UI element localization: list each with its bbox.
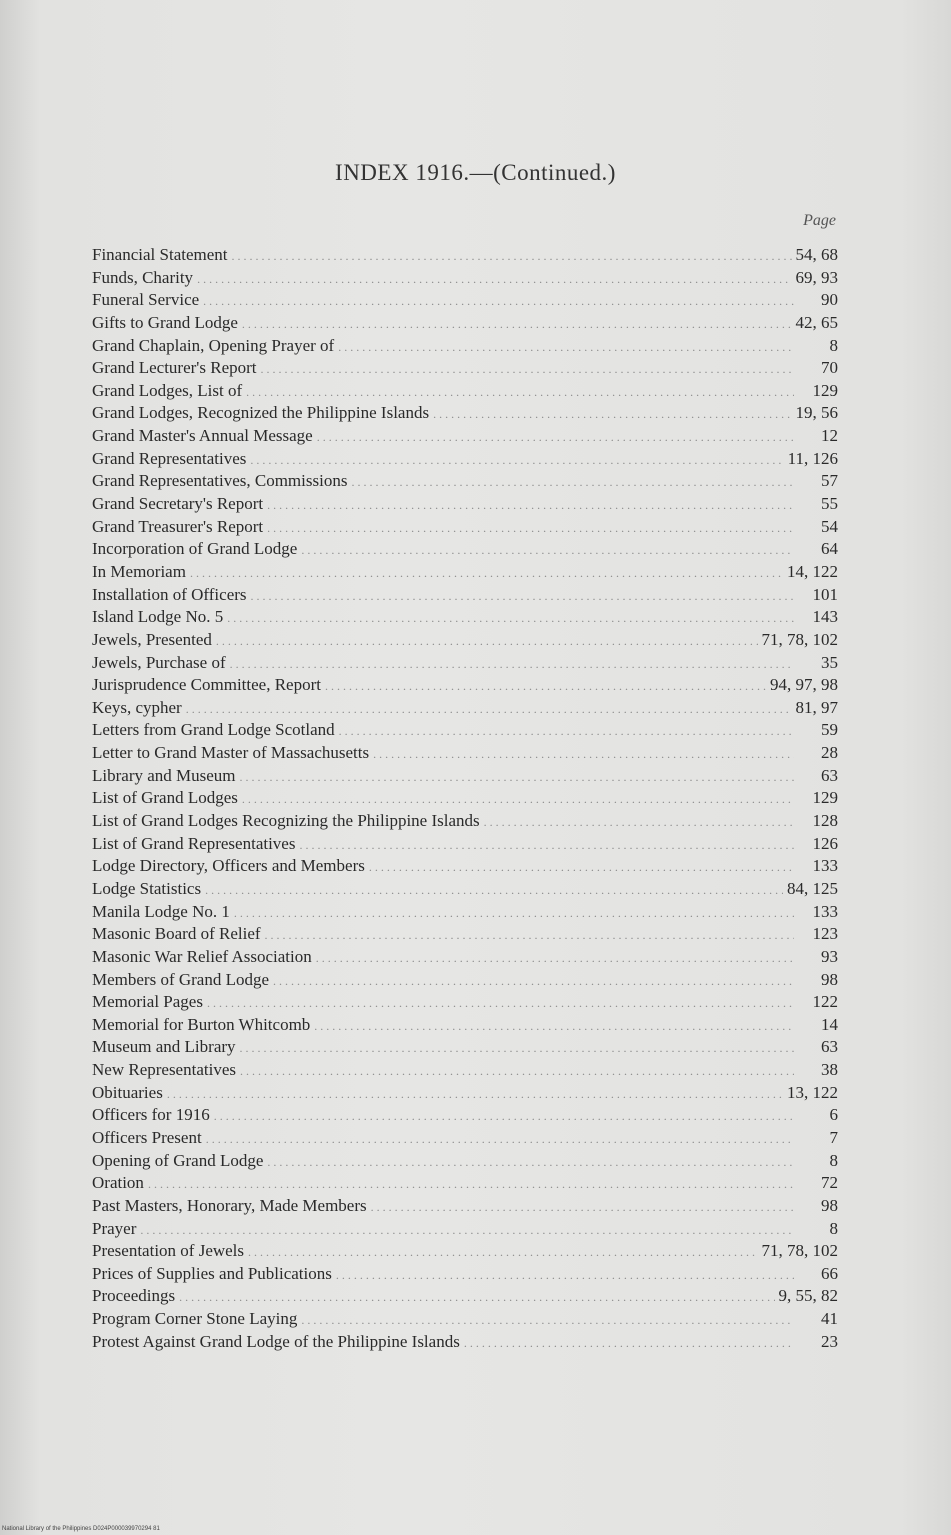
dot-leader <box>267 1151 794 1174</box>
dot-leader <box>273 970 794 993</box>
index-entry-label: Officers Present <box>92 1127 202 1147</box>
dot-leader <box>205 879 783 902</box>
index-entry-pages: 84, 125 <box>787 878 838 898</box>
index-entry <box>92 1082 838 1105</box>
index-entry <box>92 1150 838 1173</box>
index-entry-label: Prayer <box>92 1218 137 1238</box>
index-entry-pages: 93 <box>821 946 838 966</box>
index-entry-pages: 126 <box>812 833 838 853</box>
index-entry <box>92 1036 838 1059</box>
index-entry <box>92 1127 838 1150</box>
index-entry-pages: 57 <box>821 471 838 491</box>
index-entry <box>92 765 838 788</box>
dot-leader <box>167 1083 783 1106</box>
index-entry-label: Funds, Charity <box>92 267 194 287</box>
index-entry-label: New Representatives <box>92 1060 236 1080</box>
index-entry-pages: 59 <box>821 720 838 740</box>
index-entry-pages: 28 <box>821 743 838 763</box>
index-entry-label: Protest Against Grand Lodge of the Philippine Islands <box>92 1331 460 1351</box>
index-entry-label: Grand Master's Annual Message <box>92 426 313 446</box>
index-entry-label: Grand Chaplain, Opening Prayer of <box>92 335 335 355</box>
dot-leader <box>314 1015 794 1038</box>
index-entry <box>92 1104 838 1127</box>
index-entry-pages: 129 <box>812 788 838 808</box>
index-entry-label: Museum and Library <box>92 1037 236 1057</box>
index-entry-label: Jewels, Presented <box>92 629 212 649</box>
index-entry-label: Letter to Grand Master of Massachusetts <box>92 743 370 763</box>
index-entry-label: List of Grand Lodges <box>92 788 238 808</box>
index-entry-pages: 81, 97 <box>795 697 838 717</box>
index-entry-label: Program Corner Stone Laying <box>92 1309 298 1329</box>
index-entry-pages: 94, 97, 98 <box>770 675 838 695</box>
index-entry <box>92 878 838 901</box>
index-entry-pages: 63 <box>821 1037 838 1057</box>
index-entry-label: Proceedings <box>92 1286 176 1306</box>
index-entry <box>92 1014 838 1037</box>
index-entry-pages: 101 <box>812 584 838 604</box>
index-entry <box>92 516 838 539</box>
index-entry-pages: 54 <box>821 516 838 536</box>
index-entry-label: Lodge Directory, Officers and Members <box>92 856 365 876</box>
index-entry <box>92 787 838 810</box>
index-entry <box>92 425 838 448</box>
index-entry-label: Keys, cypher <box>92 697 182 717</box>
index-entry-pages: 63 <box>821 765 838 785</box>
index-entry-pages: 143 <box>812 607 838 627</box>
index-entry <box>92 380 838 403</box>
dot-leader <box>179 1286 774 1309</box>
index-entry-pages: 128 <box>812 811 838 831</box>
index-entry-pages: 9, 55, 82 <box>778 1286 838 1306</box>
dot-leader <box>246 381 794 404</box>
dot-leader <box>339 720 794 743</box>
index-entry-label: Grand Lodges, List of <box>92 380 243 400</box>
index-entry <box>92 267 838 290</box>
dot-leader <box>206 1128 794 1151</box>
index-entry <box>92 357 838 380</box>
dot-leader <box>148 1173 794 1196</box>
index-entry <box>92 901 838 924</box>
index-entry <box>92 312 838 335</box>
dot-leader <box>232 245 792 268</box>
index-entry-pages: 8 <box>829 335 838 355</box>
index-entry-pages: 98 <box>821 969 838 989</box>
dot-leader <box>240 766 794 789</box>
index-entry <box>92 991 838 1014</box>
index-entry-pages: 42, 65 <box>795 312 838 332</box>
dot-leader <box>371 1196 794 1219</box>
dot-leader <box>251 585 794 608</box>
index-entry-label: Memorial for Burton Whitcomb <box>92 1014 311 1034</box>
dot-leader <box>325 675 766 698</box>
index-entry <box>92 584 838 607</box>
index-entry-pages: 72 <box>821 1173 838 1193</box>
index-entry-label: Letters from Grand Lodge Scotland <box>92 720 335 740</box>
index-entry-pages: 7 <box>829 1127 838 1147</box>
index-entry <box>92 244 838 267</box>
index-entry-pages: 64 <box>821 539 838 559</box>
index-entry-pages: 38 <box>821 1060 838 1080</box>
dot-leader <box>227 607 794 630</box>
index-entry <box>92 1195 838 1218</box>
index-entry <box>92 448 838 471</box>
index-entry-pages: 90 <box>821 290 838 310</box>
index-entry-pages: 35 <box>821 652 838 672</box>
index-entry-pages: 14 <box>821 1014 838 1034</box>
index-entry <box>92 538 838 561</box>
index-entry-pages: 8 <box>829 1150 838 1170</box>
index-entry-pages: 12 <box>821 426 838 446</box>
index-entry <box>92 470 838 493</box>
index-entry-label: Grand Secretary's Report <box>92 494 264 514</box>
index-entry-label: Prices of Supplies and Publications <box>92 1263 332 1283</box>
dot-leader <box>316 947 794 970</box>
dot-leader <box>265 924 794 947</box>
index-entry-pages: 23 <box>821 1331 838 1351</box>
dot-leader <box>140 1219 794 1242</box>
page-title: INDEX 1916.—(Continued.) <box>335 160 616 185</box>
index-entry-label: Grand Lecturer's Report <box>92 358 257 378</box>
dot-leader <box>373 743 794 766</box>
index-entry <box>92 1172 838 1195</box>
index-entry-label: Opening of Grand Lodge <box>92 1150 264 1170</box>
index-entry <box>92 1331 838 1354</box>
index-entry <box>92 946 838 969</box>
dot-leader <box>336 1264 794 1287</box>
dot-leader <box>338 336 794 359</box>
index-entry-label: Funeral Service <box>92 290 200 310</box>
index-entry-label: Members of Grand Lodge <box>92 969 270 989</box>
index-entry-label: Lodge Statistics <box>92 878 202 898</box>
index-entry <box>92 1059 838 1082</box>
index-entry-label: Manila Lodge No. 1 <box>92 901 230 921</box>
index-entry-pages: 54, 68 <box>795 245 838 264</box>
dot-leader <box>230 653 794 676</box>
index-entry-label: Incorporation of Grand Lodge <box>92 539 298 559</box>
dot-leader <box>484 811 794 834</box>
index-entry-pages: 69, 93 <box>795 267 838 287</box>
dot-leader <box>242 313 792 336</box>
index-entry <box>92 697 838 720</box>
index-entry-label: Grand Lodges, Recognized the Philippine Islands <box>92 403 430 423</box>
index-entry <box>92 674 838 697</box>
index-entry-pages: 13, 122 <box>787 1082 838 1102</box>
index-entry <box>92 493 838 516</box>
dot-leader <box>261 358 795 381</box>
index-entry <box>92 1285 838 1308</box>
index-entry-label: Island Lodge No. 5 <box>92 607 224 627</box>
index-entry-label: Gifts to Grand Lodge <box>92 312 238 332</box>
dot-leader <box>369 856 794 879</box>
index-list <box>92 244 838 1353</box>
index-entry-pages: 6 <box>829 1105 838 1125</box>
index-entry-label: Library and Museum <box>92 765 236 785</box>
index-entry <box>92 833 838 856</box>
index-entry-pages: 55 <box>821 494 838 514</box>
index-entry-label: Financial Statement <box>92 245 228 264</box>
dot-leader <box>216 630 758 653</box>
index-entry-label: Jurisprudence Committee, Report <box>92 675 321 695</box>
index-entry <box>92 629 838 652</box>
index-entry <box>92 402 838 425</box>
dot-leader <box>242 788 794 811</box>
index-entry <box>92 335 838 358</box>
footer-caption: National Library of the Philippines D024P000039970294 81 <box>2 1526 160 1532</box>
index-entry-label: Jewels, Purchase of <box>92 652 226 672</box>
dot-leader <box>301 1309 794 1332</box>
index-entry <box>92 1218 838 1241</box>
dot-leader <box>186 698 792 721</box>
index-entry-pages: 71, 78, 102 <box>761 1241 838 1261</box>
index-entry-label: In Memoriam <box>92 561 186 581</box>
dot-leader <box>464 1332 794 1355</box>
index-entry-pages: 133 <box>812 856 838 876</box>
dot-leader <box>207 992 794 1015</box>
dot-leader <box>240 1037 794 1060</box>
dot-leader <box>317 426 794 449</box>
index-entry-pages: 123 <box>812 924 838 944</box>
dot-leader <box>197 268 791 291</box>
index-entry-label: Past Masters, Honorary, Made Members <box>92 1195 367 1215</box>
dot-leader <box>240 1060 794 1083</box>
index-entry <box>92 855 838 878</box>
index-entry <box>92 561 838 584</box>
index-entry <box>92 810 838 833</box>
dot-leader <box>351 471 794 494</box>
index-entry-pages: 11, 126 <box>787 448 838 468</box>
index-entry-pages: 66 <box>821 1263 838 1283</box>
index-entry-label: Officers for 1916 <box>92 1105 210 1125</box>
index-entry-pages: 19, 56 <box>795 403 838 423</box>
index-entry-label: Masonic Board of Relief <box>92 924 261 944</box>
index-entry <box>92 1308 838 1331</box>
index-entry <box>92 719 838 742</box>
index-entry-label: List of Grand Representatives <box>92 833 296 853</box>
index-entry-pages: 71, 78, 102 <box>761 629 838 649</box>
index-entry <box>92 1263 838 1286</box>
page-column-heading: Page <box>803 212 836 229</box>
dot-leader <box>267 517 794 540</box>
index-entry-pages: 133 <box>812 901 838 921</box>
index-entry-label: Masonic War Relief Association <box>92 946 312 966</box>
index-entry <box>92 923 838 946</box>
dot-leader <box>214 1105 794 1128</box>
index-entry <box>92 1240 838 1263</box>
dot-leader <box>299 834 794 857</box>
index-entry <box>92 652 838 675</box>
dot-leader <box>248 1241 757 1264</box>
index-entry-label: Memorial Pages <box>92 992 203 1012</box>
index-entry-pages: 122 <box>812 992 838 1012</box>
index-entry-label: Oration <box>92 1173 144 1193</box>
index-entry <box>92 289 838 312</box>
dot-leader <box>234 902 794 925</box>
index-entry-label: Grand Treasurer's Report <box>92 516 264 536</box>
index-entry-pages: 14, 122 <box>787 561 838 581</box>
index-entry-pages: 129 <box>812 380 838 400</box>
index-entry <box>92 969 838 992</box>
index-entry-label: Obituaries <box>92 1082 163 1102</box>
dot-leader <box>203 290 794 313</box>
index-entry <box>92 606 838 629</box>
index-entry-pages: 41 <box>821 1309 838 1329</box>
index-entry-label: Installation of Officers <box>92 584 247 604</box>
index-entry-label: Grand Representatives, Commissions <box>92 471 348 491</box>
index-entry-pages: 8 <box>829 1218 838 1238</box>
dot-leader <box>190 562 783 585</box>
dot-leader <box>250 449 783 472</box>
dot-leader <box>301 539 794 562</box>
index-entry-pages: 70 <box>821 358 838 378</box>
index-entry-pages: 98 <box>821 1195 838 1215</box>
dot-leader <box>433 403 791 426</box>
dot-leader <box>267 494 794 517</box>
index-entry-label: Presentation of Jewels <box>92 1241 245 1261</box>
index-entry-label: Grand Representatives <box>92 448 247 468</box>
index-entry-label: List of Grand Lodges Recognizing the Philippine Islands <box>92 811 480 831</box>
index-entry <box>92 742 838 765</box>
